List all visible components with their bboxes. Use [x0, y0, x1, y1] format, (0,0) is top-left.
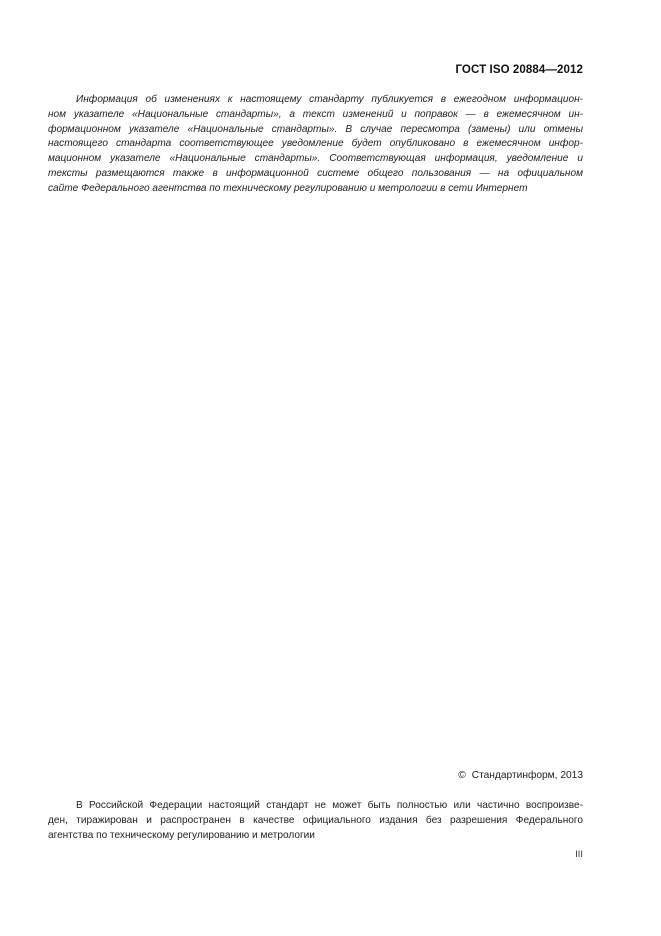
copyright-notice — [458, 770, 583, 781]
paragraph-line: Информация об изменениях к настоящему стандарту публикуется в ежегодном информацион- — [76, 94, 583, 105]
page-number: III — [575, 849, 583, 860]
copyright-text: Стандартинформ, 2013 — [471, 770, 583, 781]
paragraph-line: мационном указателе «Национальные стандарты». Соответствующая информация, уведомление и — [48, 153, 583, 165]
standard-code-header: ГОСТ ISO 20884—2012 — [455, 64, 583, 76]
reproduction-notice-paragraph — [48, 799, 583, 843]
paragraph-line: формационном указателе «Национальные стандарты». В случае пересмотра (замены) или отмены — [48, 123, 583, 135]
copyright-icon: © — [458, 770, 466, 781]
paragraph-line: ден, тиражирован и распространен в качестве официального издания без разрешения Федерального — [48, 814, 583, 826]
paragraph-line: агентства по техническому регулированию и метрологии — [48, 829, 315, 841]
paragraph-line: тексты размещаются также в информационной системе общего пользования — на официальном — [48, 167, 583, 179]
paragraph-line: В Российской Федерации настоящий стандарт не может быть полностью или частично воспроизве- — [76, 800, 583, 811]
amendments-info-paragraph — [48, 93, 583, 197]
paragraph-line: ном указателе «Национальные стандарты», а текст изменений и поправок — в ежемесячном ин- — [48, 108, 583, 120]
paragraph-line: сайте Федерального агентства по техническому регулированию и метрологии в сети Интернет — [48, 182, 528, 194]
paragraph-line: настоящего стандарта соответствующее уведомление будет опубликовано в ежемесячном инфор- — [48, 138, 583, 150]
